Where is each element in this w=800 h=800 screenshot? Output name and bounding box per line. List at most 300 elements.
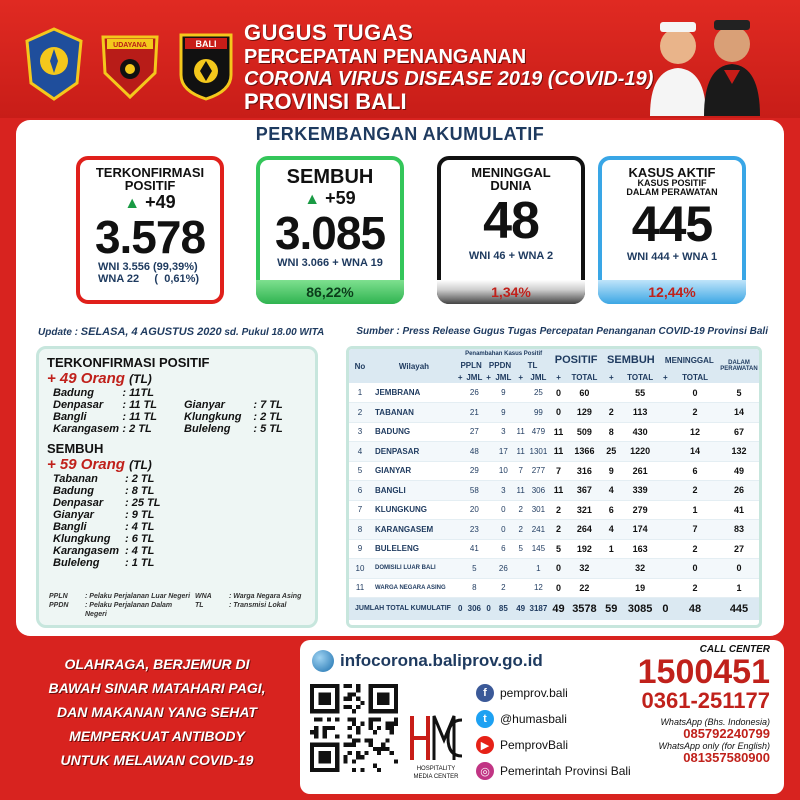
table-cell — [660, 539, 671, 559]
table-cell — [602, 383, 621, 403]
whatsapp-label-2: WhatsApp only (for English) — [658, 741, 770, 751]
table-cell: 29 — [463, 461, 485, 481]
table-cell: 7 — [349, 500, 371, 520]
title-line-3: CORONA VIRUS DISEASE 2019 (COVID-19) — [244, 68, 654, 90]
table-total-row — [349, 598, 759, 620]
legend-cell: : Transmisi Lokal — [229, 602, 287, 609]
table-cell: 19 — [621, 578, 660, 598]
table-cell — [485, 403, 492, 423]
table-cell — [485, 461, 492, 481]
table-cell-wilayah: BULELENG — [371, 539, 457, 559]
table-cell — [485, 559, 492, 579]
sembuh-count — [47, 456, 315, 473]
table-cell: 339 — [621, 481, 660, 501]
legend-row — [49, 601, 301, 619]
update-info — [38, 326, 324, 338]
sembuh-row-name: Badung — [53, 485, 94, 497]
card-meninggal-pct: 1,34% — [437, 280, 585, 304]
health-message-line: BAWAH SINAR MATAHARI PAGI, — [48, 680, 266, 696]
udayana-logo-text: UDAYANA — [113, 42, 147, 49]
col-penambahan: Penambahan Kasus Positif — [457, 349, 550, 359]
table-cell: 8 — [602, 422, 621, 442]
hmc-label-1: HOSPITALITY — [416, 766, 456, 772]
table-cell — [660, 578, 671, 598]
table-cell: 11 — [550, 442, 567, 462]
title-line-1: GUGUS TUGAS — [244, 20, 414, 45]
table-cell-wilayah: BANGLI — [371, 481, 457, 501]
table-cell: 7 — [515, 461, 527, 481]
table-cell: 49 — [719, 461, 759, 481]
positif-row-name-2: Klungkung — [184, 411, 242, 423]
table-cell: 26 — [719, 481, 759, 501]
positif-row-name-2: Buleleng — [184, 423, 231, 435]
table-cell — [515, 578, 527, 598]
social-link[interactable] — [476, 706, 631, 732]
table-cell — [660, 481, 671, 501]
table-cell: 2 — [515, 500, 527, 520]
table-cell: 67 — [719, 422, 759, 442]
social-link-text: @humasbali — [500, 712, 567, 726]
col-perawatan: DALAM PERAWATAN — [719, 349, 759, 383]
social-link-text: pemprov.bali — [500, 686, 568, 700]
table-cell: 9 — [602, 461, 621, 481]
table-body — [349, 383, 759, 620]
table-cell: 2 — [671, 578, 719, 598]
table-row — [349, 403, 759, 423]
table-cell — [515, 559, 527, 579]
table-cell: 5 — [515, 539, 527, 559]
positif-count-unit: (TL) — [129, 372, 152, 386]
table-cell: 3 — [492, 481, 515, 501]
table-total-cell: 3085 — [621, 598, 660, 620]
card-positif-sub-2: WNA 22 ( 0,61%) — [98, 273, 200, 285]
social-link[interactable] — [476, 732, 631, 758]
table-row — [349, 520, 759, 540]
table-cell: 12 — [527, 578, 551, 598]
table-row — [349, 383, 759, 403]
table-cell — [485, 422, 492, 442]
table-cell: 83 — [719, 520, 759, 540]
table-cell: 48 — [463, 442, 485, 462]
sembuh-row-name: Denpasar — [53, 497, 104, 509]
table-cell: 113 — [621, 403, 660, 423]
positif-row — [53, 399, 315, 411]
table-cell: 1 — [719, 578, 759, 598]
health-message-line: OLAHRAGA, BERJEMUR DI — [64, 656, 250, 672]
positif-count-value: + 49 Orang — [47, 370, 125, 387]
table-total-cell: 445 — [719, 598, 759, 620]
table-row — [349, 559, 759, 579]
table-total-cell: 49 — [550, 598, 567, 620]
table-cell: 58 — [463, 481, 485, 501]
hmc-logo — [408, 710, 464, 782]
table-cell: 60 — [567, 383, 602, 403]
legend-cell: WNA — [195, 593, 212, 600]
sembuh-row — [53, 545, 315, 557]
card-meninggal-label-2: DUNIA — [490, 178, 532, 193]
table-cell: 261 — [621, 461, 660, 481]
card-meninggal-sub: WNI 46 + WNA 2 — [468, 250, 554, 262]
qr-code — [310, 684, 398, 772]
positif-row-name-2 — [184, 387, 253, 399]
table-cell: 0 — [671, 559, 719, 579]
table-cell: 277 — [527, 461, 551, 481]
table-cell — [485, 520, 492, 540]
table-row — [349, 422, 759, 442]
card-aktif-sub: WNI 444 + WNA 1 — [626, 251, 718, 263]
legend-cell: : Pelaku Perjalanan Luar Negeri — [85, 593, 191, 600]
table-cell: 23 — [463, 520, 485, 540]
title-line-4: PROVINSI BALI — [244, 89, 407, 114]
facebook-icon: f — [476, 684, 494, 702]
col-ppdn: PPDN — [485, 359, 514, 371]
table-cell: 321 — [567, 500, 602, 520]
table-cell: 26 — [463, 383, 485, 403]
card-aktif-label-3: DALAM PERAWATAN — [626, 187, 718, 197]
table-cell — [660, 383, 671, 403]
table-cell: 316 — [567, 461, 602, 481]
col-wilayah: Wilayah — [371, 349, 457, 383]
header — [0, 0, 800, 118]
sembuh-row-name: Klungkung — [53, 533, 111, 545]
social-link[interactable] — [476, 758, 631, 784]
table-total-cell: 85 — [492, 598, 515, 620]
col-tl: TL — [515, 359, 550, 371]
table-cell: 4 — [602, 481, 621, 501]
positif-row-value: : 11 TL — [122, 411, 157, 423]
table-row — [349, 442, 759, 462]
table-cell: 2 — [349, 403, 371, 423]
table-cell: 11 — [515, 442, 527, 462]
legend — [49, 592, 301, 619]
table-cell: 2 — [671, 481, 719, 501]
sembuh-count-value: + 59 Orang — [47, 456, 125, 473]
table-cell — [485, 500, 492, 520]
table-cell: 1 — [527, 559, 551, 579]
table-cell-wilayah: TABANAN — [371, 403, 457, 423]
table-cell: 12 — [671, 422, 719, 442]
table-cell: 20 — [463, 500, 485, 520]
legend-cell: : Warga Negara Asing — [229, 593, 302, 600]
table-cell: 5 — [550, 539, 567, 559]
positif-row-name: Badung — [53, 387, 94, 399]
call-center-number-2[interactable]: 0361-251177 — [641, 688, 770, 713]
positif-count — [47, 370, 315, 387]
website-text: infocorona.baliprov.go.id — [340, 651, 543, 670]
positif-row-value-2: : 7 TL — [253, 399, 283, 411]
subhead-cell: + — [457, 372, 463, 382]
whatsapp-number-1[interactable]: 085792240799 — [683, 726, 770, 741]
table-cell: 0 — [550, 403, 567, 423]
table-cell: 17 — [492, 442, 515, 462]
table-cell: 1301 — [527, 442, 551, 462]
table-cell: 192 — [567, 539, 602, 559]
social-link[interactable] — [476, 680, 631, 706]
subhead-cell: + — [486, 372, 491, 382]
table-cell: 163 — [621, 539, 660, 559]
table-cell-wilayah: JEMBRANA — [371, 383, 457, 403]
table-cell — [660, 500, 671, 520]
table-total-cell: 306 — [463, 598, 485, 620]
table-cell: 0 — [719, 559, 759, 579]
table-cell: 9 — [492, 403, 515, 423]
table-cell: 2 — [671, 539, 719, 559]
bali-province-logo — [22, 26, 86, 102]
social-link-text: PemprovBali — [500, 738, 569, 752]
table-cell: 32 — [567, 559, 602, 579]
table-cell: 11 — [550, 481, 567, 501]
table-cell: 6 — [602, 500, 621, 520]
table-cell: 2 — [602, 403, 621, 423]
table-cell: 25 — [527, 383, 551, 403]
table-cell: 306 — [527, 481, 551, 501]
update-prefix: Update : — [38, 327, 78, 338]
table-cell: 145 — [527, 539, 551, 559]
whatsapp-label-1: WhatsApp (Bhs. Indonesia) — [660, 717, 770, 727]
table-cell — [660, 559, 671, 579]
update-line — [38, 326, 768, 338]
positif-row-value: : 11TL — [122, 387, 154, 399]
subhead-cell: JML — [492, 371, 515, 383]
subhead-cell: + — [515, 371, 527, 383]
sembuh-row-value: : 25 TL — [125, 497, 161, 509]
table-cell: 1366 — [567, 442, 602, 462]
call-center-number-1[interactable]: 1500451 — [637, 653, 770, 691]
sembuh-row — [53, 533, 315, 545]
sembuh-row-name: Tabanan — [53, 473, 98, 485]
up-arrow-icon: ▲ — [304, 191, 321, 208]
health-message-line: DAN MAKANAN YANG SEHAT — [57, 704, 257, 720]
card-aktif-value: 445 — [631, 196, 713, 252]
social-links — [476, 680, 631, 784]
table-cell-wilayah: KARANGASEM — [371, 520, 457, 540]
sembuh-row — [53, 521, 315, 533]
subhead-cell: JML — [463, 371, 485, 383]
positif-row-name: Bangli — [53, 411, 87, 423]
table-cell: 7 — [671, 520, 719, 540]
table-cell: 27 — [463, 422, 485, 442]
call-center-label: CALL CENTER — [699, 644, 770, 655]
sembuh-row-value: : 4 TL — [125, 545, 155, 557]
table-cell: 2 — [515, 520, 527, 540]
table-cell: 3 — [349, 422, 371, 442]
table-cell: 0 — [671, 383, 719, 403]
positif-row-name-2: Gianyar — [184, 399, 225, 411]
subhead-cell: TOTAL — [621, 371, 660, 383]
title-block — [244, 20, 653, 114]
table-cell — [515, 403, 527, 423]
card-positif-delta-value: +49 — [145, 192, 176, 212]
positif-row — [53, 387, 315, 399]
table-cell: 1 — [602, 539, 621, 559]
col-no: No — [349, 349, 371, 383]
table-cell: 9 — [492, 383, 515, 403]
table-cell: 0 — [492, 520, 515, 540]
card-aktif-label-1: KASUS AKTIF — [628, 165, 716, 180]
sembuh-row — [53, 509, 315, 521]
whatsapp-number-2[interactable]: 081357580900 — [683, 750, 770, 765]
table-cell: 14 — [671, 442, 719, 462]
positif-row-value: : 2 TL — [122, 423, 152, 435]
table-cell — [660, 422, 671, 442]
table-cell: 6 — [671, 461, 719, 481]
table-cell — [485, 383, 492, 403]
table-cell: 11 — [550, 422, 567, 442]
table-cell: 10 — [349, 559, 371, 579]
card-aktif-label-2: KASUS POSITIF — [637, 178, 707, 188]
sembuh-rows — [39, 473, 315, 569]
table-cell: 11 — [349, 578, 371, 598]
table-cell: 25 — [602, 442, 621, 462]
sembuh-row — [53, 497, 315, 509]
update-suffix: sd. Pukul 18.00 WITA — [224, 327, 325, 338]
table-cell: 5 — [719, 383, 759, 403]
table-cell: 367 — [567, 481, 602, 501]
table-cell: 132 — [719, 442, 759, 462]
sembuh-row-name: Buleleng — [53, 557, 100, 569]
table-cell — [485, 539, 492, 559]
table-cell — [515, 383, 527, 403]
bali-logo-text: BALI — [195, 39, 217, 49]
table-row — [349, 500, 759, 520]
table-cell — [660, 403, 671, 423]
table-cell-wilayah: WARGA NEGARA ASING — [371, 578, 457, 598]
health-message — [22, 652, 292, 772]
sembuh-row — [53, 473, 315, 485]
health-message-line: UNTUK MELAWAN COVID-19 — [60, 752, 254, 768]
hmc-label-2: MEDIA CENTER — [413, 774, 459, 780]
table-cell: 27 — [719, 539, 759, 559]
update-date: SELASA, 4 AGUSTUS 2020 — [80, 326, 222, 338]
sembuh-row-value: : 8 TL — [125, 485, 155, 497]
table-row — [349, 461, 759, 481]
sembuh-head: SEMBUH — [47, 441, 104, 456]
table-cell-wilayah: DENPASAR — [371, 442, 457, 462]
table-cell: 41 — [463, 539, 485, 559]
table-cell: 5 — [463, 559, 485, 579]
table-total-cell: 48 — [671, 598, 719, 620]
table-cell: 3 — [492, 422, 515, 442]
table-cell — [485, 578, 492, 598]
table-cell: 129 — [567, 403, 602, 423]
table-cell: 99 — [527, 403, 551, 423]
website[interactable] — [312, 650, 543, 672]
sembuh-row-value: : 9 TL — [125, 509, 155, 521]
table-cell: 5 — [349, 461, 371, 481]
table-cell: 0 — [492, 500, 515, 520]
table-cell — [602, 559, 621, 579]
table-cell: 8 — [463, 578, 485, 598]
card-meninggal-label-1: MENINGGAL — [471, 165, 551, 180]
card-sembuh-delta-value: +59 — [325, 188, 356, 208]
table-cell: 241 — [527, 520, 551, 540]
table-cell: 279 — [621, 500, 660, 520]
table-cell: 1220 — [621, 442, 660, 462]
officials-portrait — [628, 6, 778, 116]
table-cell: 26 — [492, 559, 515, 579]
table-cell: 264 — [567, 520, 602, 540]
table-cell: 509 — [567, 422, 602, 442]
title-line-2: PERCEPATAN PENANGANAN — [244, 46, 527, 68]
card-aktif — [598, 156, 746, 304]
section-title: PERKEMBANGAN AKUMULATIF — [255, 124, 545, 144]
table-cell: 479 — [527, 422, 551, 442]
positif-row-value: : 11 TL — [122, 399, 157, 411]
positif-row-name: Karangasem — [53, 423, 120, 435]
table-cell — [485, 442, 492, 462]
subhead-cell: + — [660, 371, 671, 383]
positif-row-value-2: : 2 TL — [253, 411, 283, 423]
subhead-cell: + — [602, 371, 621, 383]
subhead-cell: + — [550, 371, 567, 383]
table-cell: 4 — [349, 442, 371, 462]
sembuh-row — [53, 557, 315, 569]
table-cell: 0 — [550, 578, 567, 598]
card-positif-label-2: POSITIF — [124, 178, 176, 193]
card-sembuh-pct: 86,22% — [256, 280, 404, 304]
table-total-cell: 49 — [515, 598, 527, 620]
table-row — [349, 481, 759, 501]
instagram-icon: ◎ — [476, 762, 494, 780]
table-cell — [660, 520, 671, 540]
table-cell: 2 — [550, 520, 567, 540]
table-cell: 22 — [567, 578, 602, 598]
table-cell: 14 — [719, 403, 759, 423]
card-meninggal-value: 48 — [483, 192, 539, 250]
sembuh-row-name: Bangli — [53, 521, 87, 533]
sembuh-row — [53, 485, 315, 497]
card-sembuh-delta — [260, 188, 400, 209]
table-cell: 10 — [492, 461, 515, 481]
table-total-cell: 0 — [485, 598, 492, 620]
globe-icon — [312, 650, 334, 672]
table-cell — [660, 461, 671, 481]
call-center — [638, 644, 770, 765]
positif-row-name: Denpasar — [53, 399, 104, 411]
table-cell: 7 — [550, 461, 567, 481]
sembuh-row-value: : 6 TL — [125, 533, 155, 545]
daily-summary-box — [36, 346, 318, 628]
col-ppln: PPLN — [457, 359, 485, 371]
positif-row-value-2: : 5 TL — [253, 423, 283, 435]
table-cell: 8 — [349, 520, 371, 540]
table-cell: 6 — [349, 481, 371, 501]
sembuh-row-value: : 2 TL — [125, 473, 155, 485]
table-total-cell: 0 — [660, 598, 671, 620]
positif-row — [53, 423, 315, 435]
positif-row-value-2 — [253, 387, 315, 399]
subhead-cell: TOTAL — [671, 371, 719, 383]
table-total-cell: 3578 — [567, 598, 602, 620]
table-cell: 0 — [550, 559, 567, 579]
card-positif-value: 3.578 — [94, 211, 206, 263]
health-message-line: MEMPERKUAT ANTIBODY — [69, 728, 245, 744]
col-sembuh: SEMBUH — [602, 349, 660, 371]
table-cell: 11 — [515, 422, 527, 442]
youtube-icon: ▶ — [476, 736, 494, 754]
up-arrow-icon: ▲ — [124, 195, 141, 212]
table-cell: 1 — [671, 500, 719, 520]
udayana-logo — [98, 26, 162, 102]
table-cell — [660, 442, 671, 462]
card-sembuh-label: SEMBUH — [286, 166, 374, 188]
sembuh-row-name: Karangasem — [53, 545, 120, 557]
positif-row — [53, 411, 315, 423]
table-total-cell: 0 — [457, 598, 463, 620]
region-table — [349, 349, 759, 620]
table-cell: 2 — [671, 403, 719, 423]
table-total-cell: 3187 — [527, 598, 551, 620]
